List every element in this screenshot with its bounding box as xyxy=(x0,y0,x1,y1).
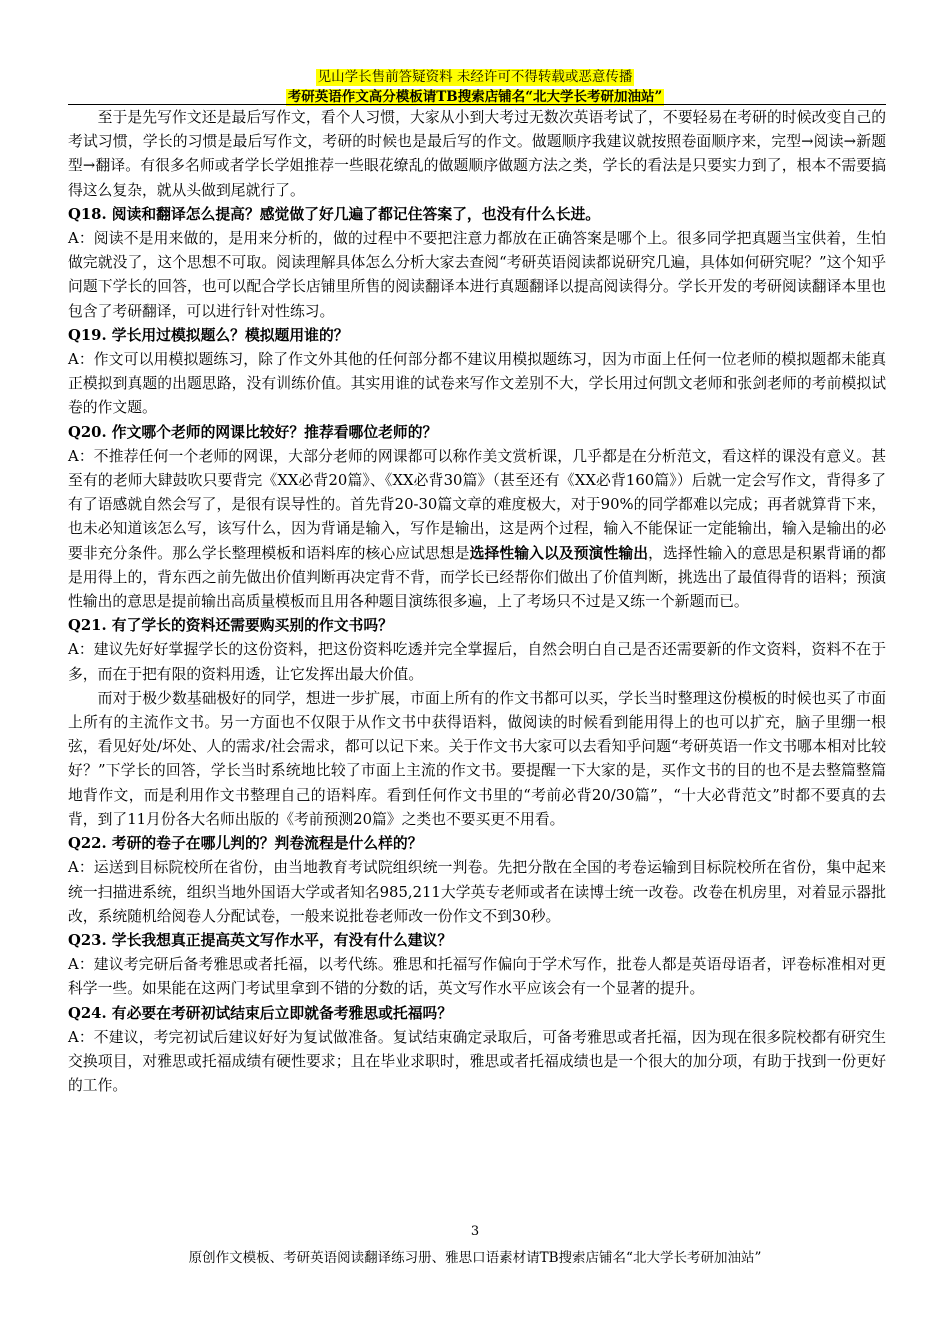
header-ad: 考研英语作文高分模板请TB搜索店铺名“北大学长考研加油站” xyxy=(287,89,663,105)
header-divider xyxy=(68,104,886,105)
document-body xyxy=(68,106,886,1098)
answer-20-part1: A：不推荐任何一个老师的网课，大部分老师的网课都可以称作美文赏析课，几乎都是在分析范文，看这样的课没有意义。甚至有的老师大肆鼓吹只要背完《XX必背20篇》、《XX必背30篇》（甚至还有《XX必背160篇》）后就一定会写作文，背得多了有了语感就自然会写了，是很有误导性的。首先背20-30篇文章的难度极大，对于90%的同学都难以完成；再者就算背下来，也未必知道该怎么写，该写什么，因为背诵是输入，写作是输出，这是两个过程，输入不能保证一定能输出，输入是输出的必要非充分条件。那么学长整理模板和语料库的核心应试思想是 xyxy=(68,447,886,562)
answer-23: A：建议考完研后备考雅思或者托福，以考代练。雅思和托福写作偏向于学术写作，批卷人都是英语母语者，评卷标准相对更科学一些。如果能在这两门考试里拿到不错的分数的话，英文写作水平应该会有一个显著的提升。 xyxy=(68,956,886,998)
page-header xyxy=(0,66,950,106)
question-21: Q21. 有了学长的资料还需要购买别的作文书吗？ xyxy=(68,617,393,635)
answer-21: A：建议先好好掌握学长的这份资料，把这份资料吃透并完全掌握后，自然会明白自己是否还需要新的作文资料，资料不在于多，而在于把有限的资料用透，让它发挥出最大价值。 xyxy=(68,641,886,683)
answer-20-emphasis: 选择性输入以及预演性输出 xyxy=(469,544,649,562)
page-number: 3 xyxy=(470,1224,480,1239)
question-24: Q24. 有必要在考研初试结束后立即就备考雅思或托福吗？ xyxy=(68,1004,453,1022)
answer-20-part2: ，选择性输入的意思是积累背诵的都是用得上的，背东西之前先做出价值判断再决定背不背，而学长已经帮你们做出了价值判断，挑选出了最值得背的语料；预演性输出的意思是提前输出高质量模板而且用各种题目演练很多遍，上了考场只不过是又练一个新题而已。 xyxy=(68,544,886,611)
header-notice: 见山学长售前答疑资料 未经许可不得转载或恶意传播 xyxy=(317,69,633,85)
answer-24: A：不建议，考完初试后建议好好为复试做准备。复试结束确定录取后，可备考雅思或者托福，因为现在很多院校都有研究生交换项目，对雅思或托福成绩有硬性要求；且在毕业求职时，雅思或者托福成绩也是一个很大的加分项，有助于找到一份更好的工作。 xyxy=(68,1028,886,1095)
question-20: Q20. 作文哪个老师的网课比较好？推荐看哪位老师的？ xyxy=(68,423,438,441)
question-18: Q18. 阅读和翻译怎么提高？感觉做了好几遍了都记住答案了，也没有什么长进。 xyxy=(68,205,601,223)
answer-20 xyxy=(68,445,886,614)
answer-18: A：阅读不是用来做的，是用来分析的，做的过程中不要把注意力都放在正确答案是哪个上。很多同学把真题当宝供着，生怕做完就没了，这个思想不可取。阅读理解具体怎么分析大家去查阅“考研英语阅读都说研究几遍，具体如何研究呢？”这个知乎问题下学长的回答，也可以配合学长店铺里所售的阅读翻译本进行真题翻译以提高阅读得分。学长开发的考研阅读翻译本里也包含了考研翻译，可以进行针对性练习。 xyxy=(68,230,886,320)
intro-paragraph: 至于是先写作文还是最后写作文，看个人习惯，大家从小到大考过无数次英语考试了，不要轻易在考研的时候改变自己的考试习惯，学长的习惯是最后写作文，考研的时候也是最后写的作文。做题顺序我建议就按照卷面顺序来，完型→阅读→新题型→翻译。有很多名师或者学长学姐推荐一些眼花缭乱的做题顺序做题方法之类，学长的看法是只要实力到了，根本不需要搞得这么复杂，就从头做到尾就行了。 xyxy=(68,109,886,199)
page-footer: 原创作文模板、考研英语阅读翻译练习册、雅思口语素材请TB搜索店铺名“北大学长考研加油站” xyxy=(188,1250,762,1266)
question-19: Q19. 学长用过模拟题么？模拟题用谁的？ xyxy=(68,326,349,344)
question-22: Q22. 考研的卷子在哪儿判的？判卷流程是什么样的？ xyxy=(68,835,423,853)
answer-22: A：运送到目标院校所在省份，由当地教育考试院组织统一判卷。先把分散在全国的考卷运输到目标院校所在省份，集中起来统一扫描进系统，组织当地外国语大学或者知名985,211大学英专老师或者在读博士统一改卷。改卷在机房里，对着显示器批改，系统随机给阅卷人分配试卷，一般来说批卷老师改一份作文不到30秒。 xyxy=(68,859,886,925)
question-23: Q23. 学长我想真正提高英文写作水平，有没有什么建议？ xyxy=(68,931,453,949)
answer-19: A：作文可以用模拟题练习，除了作文外其他的任何部分都不建议用模拟题练习，因为市面上任何一位老师的模拟题都未能真正模拟到真题的出题思路，没有训练价值。其实用谁的试卷来写作文差别不大，学长用过何凯文老师和张剑老师的考前模拟试卷的作文题。 xyxy=(68,351,886,417)
answer-21-continued: 而对于极少数基础极好的同学，想进一步扩展，市面上所有的作文书都可以买，学长当时整理这份模板的时候也买了市面上所有的主流作文书。另一方面也不仅限于从作文书中获得语料，做阅读的时候看到能用得上的也可以扩充，脑子里绷一根弦，看见好处/坏处、人的需求/社会需求，都可以记下来。关于作文书大家可以去看知乎问题“考研英语一作文书哪本相对比较好？”下学长的回答，学长当时系统地比较了市面上主流的作文书。要提醒一下大家的是，买作文书的目的也不是去整篇整篇地背作文，而是利用作文书整理自己的语料库。看到任何作文书里的“考前必背20/30篇”，“十大必背范文”时都不要真的去背，到了11月份各大名师出版的《考前预测20篇》之类也不要买更不用看。 xyxy=(68,689,886,828)
